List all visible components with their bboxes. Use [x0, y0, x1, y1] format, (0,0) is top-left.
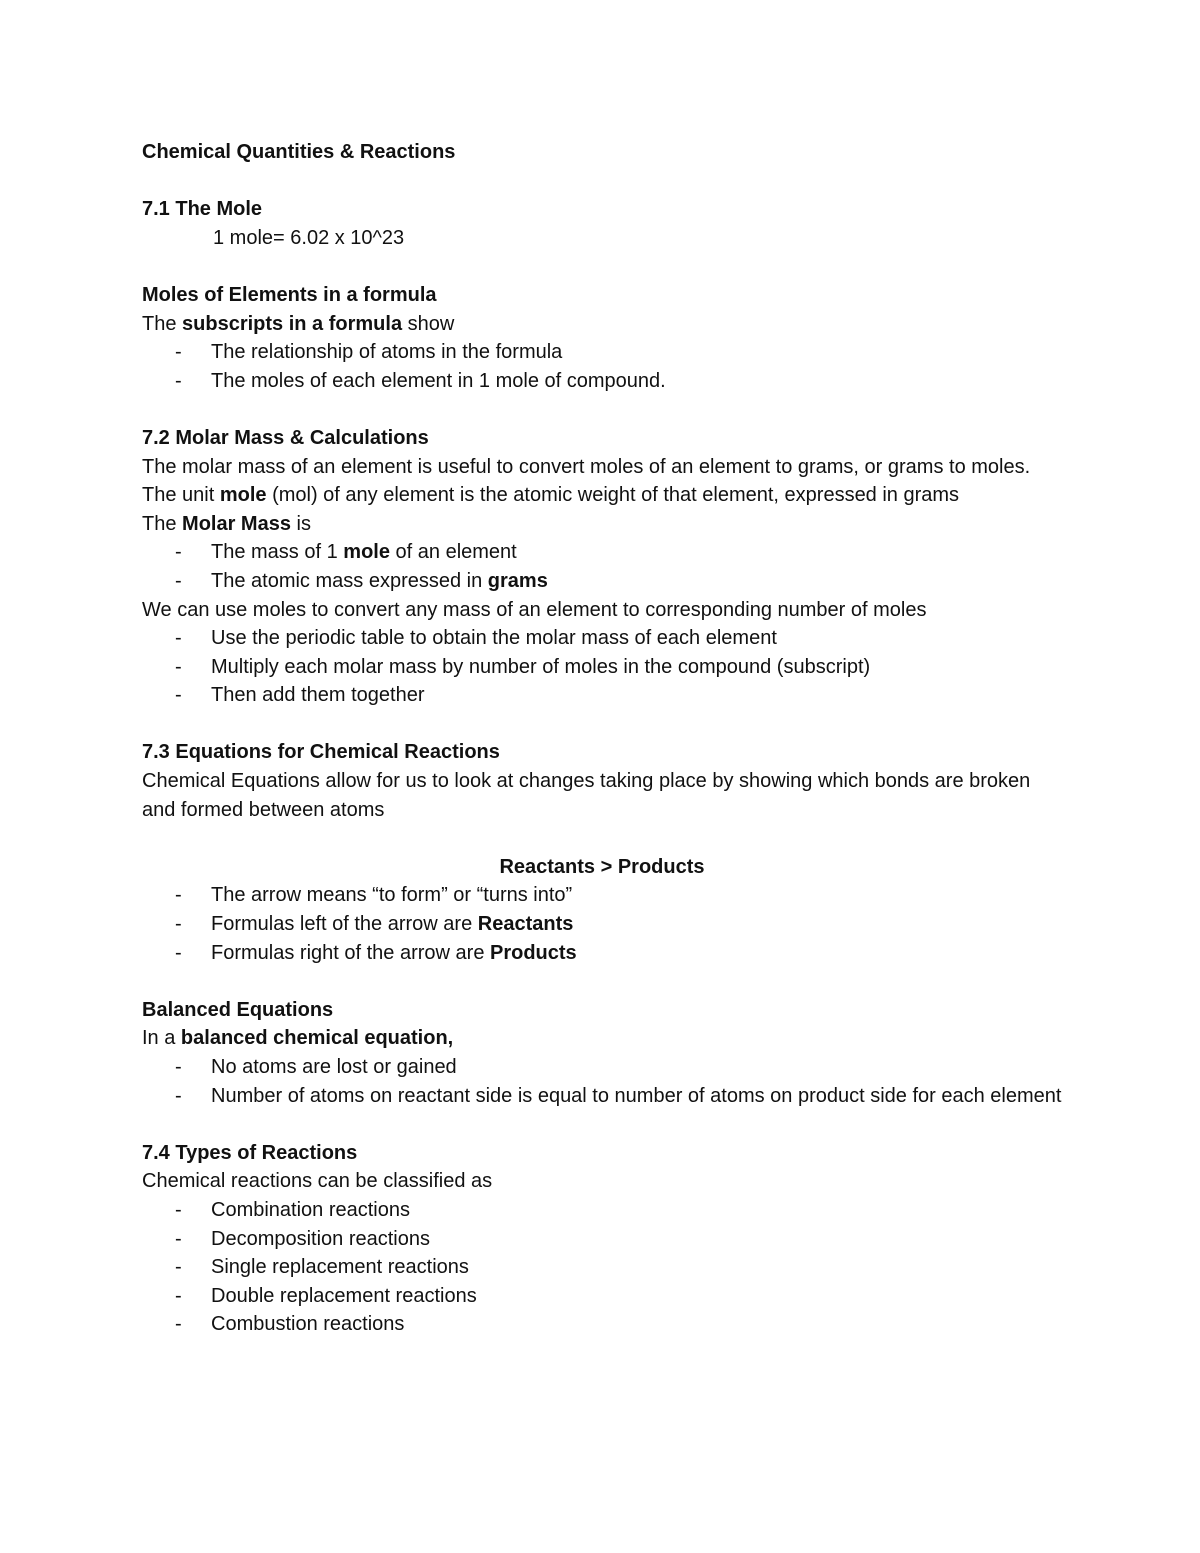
list-item	[142, 1196, 1062, 1225]
bold-run: subscripts in a formula	[182, 312, 403, 335]
text-run: Formulas right of the arrow are	[211, 941, 490, 964]
list-item	[142, 567, 1062, 596]
reaction-types-list	[142, 1196, 1062, 1339]
text-run: show	[402, 312, 455, 335]
bold-run: mole	[219, 484, 267, 507]
bold-run: Molar Mass	[182, 512, 291, 535]
dash-bullet: -	[175, 884, 182, 907]
list-item	[142, 910, 1062, 939]
dash-bullet: -	[175, 541, 182, 564]
list-item-text: Combustion reactions	[211, 1313, 405, 1336]
dash-bullet: -	[175, 1313, 182, 1336]
balanced-list	[142, 1053, 1062, 1110]
paragraph	[142, 510, 1062, 539]
list-item-text: The moles of each element in 1 mole of compound.	[211, 369, 666, 392]
dash-bullet: -	[175, 1056, 182, 1078]
molar-mass-list	[142, 538, 1062, 595]
spacer	[142, 252, 1062, 281]
list-item	[142, 653, 1062, 682]
paragraph	[142, 481, 1062, 510]
list-item	[142, 1253, 1062, 1282]
dash-bullet: -	[175, 1256, 182, 1279]
paragraph: The molar mass of an element is useful to convert moles of an element to grams, or grams to moles.	[142, 455, 1031, 478]
list-item	[142, 1310, 1062, 1339]
dash-bullet: -	[175, 569, 182, 592]
dash-bullet: -	[175, 341, 182, 364]
list-item	[142, 1082, 1062, 1111]
paragraph: We can use moles to convert any mass of an element to corresponding number of moles	[142, 598, 927, 621]
equation-list	[142, 881, 1062, 967]
list-item-text: The relationship of atoms in the formula	[211, 341, 563, 364]
list-item-text: The arrow means “to form” or “turns into”	[211, 884, 573, 907]
list-item-text: Combination reactions	[211, 1198, 410, 1221]
dash-bullet: -	[175, 913, 182, 936]
list-item	[142, 1225, 1062, 1254]
section-heading-7-4: 7.4 Types of Reactions	[142, 1141, 358, 1164]
bold-run: Reactants	[477, 913, 574, 936]
list-item	[142, 338, 1062, 367]
text-run: of an element	[389, 541, 517, 564]
dash-bullet: -	[175, 655, 182, 678]
subscripts-intro	[142, 310, 1062, 339]
paragraph	[142, 1024, 1062, 1053]
spacer	[142, 824, 1062, 853]
paragraph: Chemical Equations allow for us to look at changes taking place by showing which bonds are broken and formed between atoms	[142, 770, 1031, 821]
text-run: In a	[142, 1027, 181, 1050]
text-run: The mass of 1	[211, 541, 344, 564]
text-run: The atomic mass expressed in	[211, 569, 488, 592]
dash-bullet: -	[175, 1284, 182, 1307]
spacer	[142, 710, 1062, 739]
dash-bullet: -	[175, 1084, 182, 1107]
text-run: Formulas left of the arrow are	[211, 913, 478, 936]
document-title: Chemical Quantities & Reactions	[142, 141, 456, 163]
section-heading-balanced-equations: Balanced Equations	[142, 998, 334, 1021]
list-item-text: Then add them together	[211, 684, 425, 707]
spacer	[142, 167, 1062, 196]
list-item-text: Number of atoms on reactant side is equal to number of atoms on product side for each element	[211, 1084, 1062, 1107]
list-item-text: Double replacement reactions	[211, 1284, 477, 1307]
section-heading-moles-of-elements: Moles of Elements in a formula	[142, 283, 437, 306]
list-item	[142, 367, 1062, 396]
section-heading-7-1: 7.1 The Mole	[142, 198, 263, 221]
dash-bullet: -	[175, 369, 182, 392]
list-item-text: Decomposition reactions	[211, 1227, 430, 1250]
mole-definition: 1 mole= 6.02 x 10^23	[213, 226, 405, 249]
list-item-text: Use the periodic table to obtain the molar mass of each element	[211, 627, 777, 650]
bold-run: Products	[490, 941, 577, 964]
list-item	[142, 624, 1062, 653]
bold-run: mole	[343, 541, 390, 564]
dash-bullet: -	[175, 1227, 182, 1250]
list-item	[142, 538, 1062, 567]
list-item	[142, 1282, 1062, 1311]
list-item-text: Single replacement reactions	[211, 1256, 469, 1279]
list-item	[142, 939, 1062, 968]
text-run: The unit	[142, 484, 220, 507]
conversion-steps-list	[142, 624, 1062, 710]
spacer	[142, 1110, 1062, 1139]
list-item	[142, 1053, 1062, 1082]
text-run: is	[290, 512, 311, 535]
paragraph: Chemical reactions can be classified as	[142, 1170, 493, 1193]
reaction-equation: Reactants > Products	[499, 855, 705, 878]
dash-bullet: -	[175, 1198, 182, 1221]
list-item-text: No atoms are lost or gained	[211, 1056, 457, 1078]
text-run: The	[142, 312, 183, 335]
document-page	[142, 138, 1062, 1339]
bold-run: grams	[487, 569, 548, 592]
spacer	[142, 395, 1062, 424]
list-item	[142, 881, 1062, 910]
text-run: The	[142, 512, 183, 535]
section-heading-7-3: 7.3 Equations for Chemical Reactions	[142, 741, 500, 764]
list-item	[142, 681, 1062, 710]
list-item-text: Multiply each molar mass by number of moles in the compound (subscript)	[211, 655, 871, 678]
subscripts-list	[142, 338, 1062, 395]
text-run: (mol) of any element is the atomic weight of that element, expressed in grams	[266, 484, 960, 507]
dash-bullet: -	[175, 627, 182, 650]
section-heading-7-2: 7.2 Molar Mass & Calculations	[142, 426, 429, 449]
dash-bullet: -	[175, 941, 182, 964]
spacer	[142, 967, 1062, 996]
bold-run: balanced chemical equation,	[180, 1027, 454, 1050]
dash-bullet: -	[175, 684, 182, 707]
